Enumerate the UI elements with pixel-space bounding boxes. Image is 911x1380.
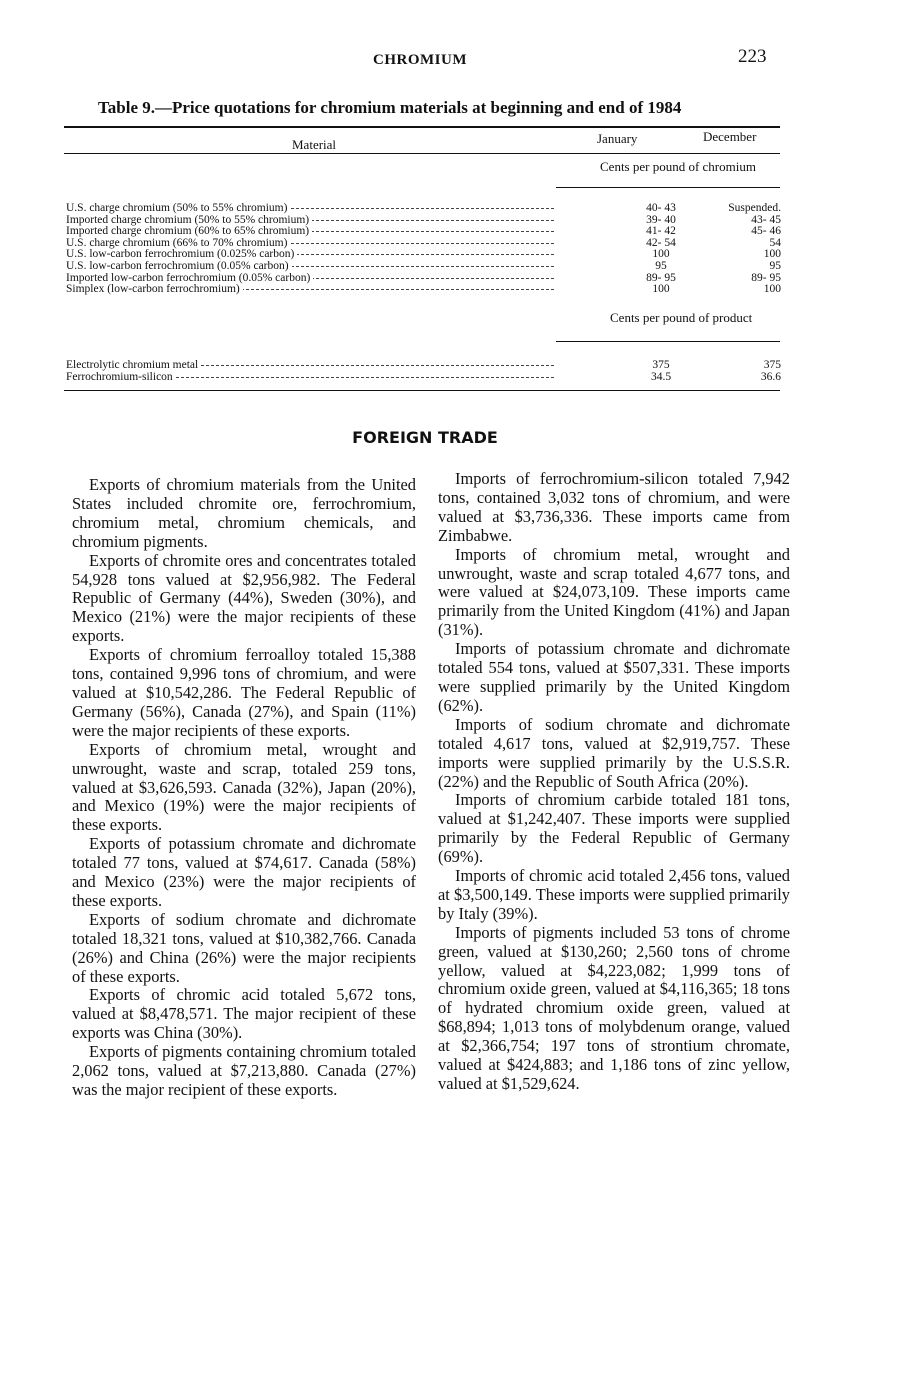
table-cell-material: Imported low-carbon ferrochromium (0.05% carbon) xyxy=(66,273,313,284)
paragraph: Exports of chromite ores and concentrates totaled 54,928 tons valued at $2,956,982. The Federal Republic of Germany (44%), Sweden (30%), and Mexico (21%) were the major recipients of these exports. xyxy=(72,550,416,646)
section-title: FOREIGN TRADE xyxy=(352,428,498,447)
table-cell-december: 95 xyxy=(769,260,781,272)
table-cell-january: 40- 43 xyxy=(646,202,676,214)
table-row xyxy=(66,261,780,272)
paragraph: Exports of chromium ferroalloy totaled 15,388 tons, contained 9,996 tons of chromium, and were valued at $10,542,286. The Federal Republic of Germany (56%), Canada (27%), and Spain (11%) were the major recipients of these exports. xyxy=(72,645,416,740)
right-column xyxy=(438,470,790,1094)
paragraph: Imports of chromium metal, wrought and unwrought, waste and scrap totaled 4,677 tons, and were valued at $24,073,109. These imports came primarily from the United Kingdom (41%) and Japan (31%). xyxy=(438,544,790,640)
column-header-december: December xyxy=(703,129,757,144)
table-title: Table 9.—Price quotations for chromium materials at beginning and end of 1984 xyxy=(98,98,682,117)
table-cell-material: U.S. charge chromium (66% to 70% chromium) xyxy=(66,238,290,249)
table-cell-january: 100 xyxy=(652,248,670,261)
column-header-material: Material xyxy=(292,137,337,152)
unit-label-product: Cents per pound of product xyxy=(610,310,753,325)
table-row xyxy=(66,273,780,284)
table-header-rule xyxy=(64,153,780,154)
paragraph: Exports of chromium metal, wrought and unwrought, waste and scrap, totaled 259 tons, valued at $3,626,593. Canada (32%), Japan (20%), and Mexico (19%) were the major recipients of these exports. xyxy=(72,739,416,835)
unit-label-chromium: Cents per pound of chromium xyxy=(600,159,756,174)
unit-rule xyxy=(556,187,780,188)
table-cell-january: 89- 95 xyxy=(646,271,676,284)
table-row xyxy=(66,249,780,260)
table-row xyxy=(66,238,780,249)
table-cell-january: 100 xyxy=(652,283,670,296)
table-cell-december: 100 xyxy=(763,283,781,296)
table-row xyxy=(66,360,780,371)
chapter-title: CHROMIUM xyxy=(373,52,467,68)
paragraph: Exports of chromic acid totaled 5,672 tons, valued at $8,478,571. The major recipient of these exports was China (30%). xyxy=(72,985,416,1043)
table-cell-december: 375 xyxy=(763,359,781,371)
paragraph: Exports of pigments containing chromium totaled 2,062 tons, valued at $7,213,880. Canada (27%) was the major recipient of these exports. xyxy=(72,1042,416,1099)
paragraph: Exports of sodium chromate and dichromate totaled 18,321 tons, valued at $10,382,766. Canada (26%) and China (26%) were the major recipients of these exports. xyxy=(72,909,416,986)
table-cell-december: 54 xyxy=(769,236,781,249)
table-cell-january: 34.5 xyxy=(650,371,672,383)
paragraph: Imports of chromium carbide totaled 181 tons, valued at $1,242,407. These imports were supplied primarily by the Federal Republic of Germany (69%). xyxy=(438,790,790,867)
table-cell-material: Imported charge chromium (60% to 65% chromium) xyxy=(66,226,312,237)
table-bottom-rule xyxy=(64,390,780,391)
paragraph: Imports of potassium chromate and dichromate totaled 554 tons, valued at $507,331. These imports were supplied primarily by the United Kingdom (62%). xyxy=(438,639,790,715)
paragraph: Imports of chromic acid totaled 2,456 tons, valued at $3,500,149. These imports were supplied primarily by Italy (39%). xyxy=(438,866,790,923)
table-row xyxy=(66,226,780,237)
table-cell-material: U.S. low-carbon ferrochromium (0.025% carbon) xyxy=(66,249,297,260)
table-cell-january: 95 xyxy=(655,260,667,272)
table-cell-january: 39- 40 xyxy=(646,213,676,226)
table-cell-december: Suspended. xyxy=(728,202,781,214)
table-cell-january: 375 xyxy=(652,359,670,371)
page-number: 223 xyxy=(738,46,767,67)
table-cell-january: 41- 42 xyxy=(646,225,676,238)
table-cell-material: U.S. low-carbon ferrochromium (0.05% carbon) xyxy=(66,261,292,272)
column-header-january: January xyxy=(597,131,638,146)
paragraph: Exports of potassium chromate and dichromate totaled 77 tons, valued at $74,617. Canada (58%) and Mexico (23%) were the major recipients of these exports. xyxy=(72,834,416,910)
left-column xyxy=(72,476,416,1100)
table-top-rule xyxy=(64,126,780,128)
paragraph: Exports of chromium materials from the United States included chromite ore, ferrochromium, chromium metal, chromium chemicals, and chromium pigments. xyxy=(72,475,416,551)
table-cell-december: 43- 45 xyxy=(751,213,781,226)
paragraph: Imports of sodium chromate and dichromate totaled 4,617 tons, valued at $2,919,757. These imports were supplied primarily by the U.S.S.R. (22%) and the Republic of South Africa (20%). xyxy=(438,714,790,791)
table-cell-december: 36.6 xyxy=(760,371,781,383)
table-cell-january: 42- 54 xyxy=(646,236,676,249)
table-row xyxy=(66,215,780,226)
table-row xyxy=(66,203,780,214)
table-cell-december: 45- 46 xyxy=(751,225,781,238)
paragraph: Imports of ferrochromium-silicon totaled 7,942 tons, contained 3,032 tons of chromium, and were valued at $3,736,336. These imports came from Zimbabwe. xyxy=(438,469,790,545)
table-row xyxy=(66,372,780,383)
table-cell-material: Ferrochromium-silicon xyxy=(66,372,176,383)
table-cell-material: Simplex (low-carbon ferrochromium) xyxy=(66,284,243,295)
table-cell-december: 100 xyxy=(763,248,781,261)
table-row xyxy=(66,284,780,295)
table-cell-material: U.S. charge chromium (50% to 55% chromium) xyxy=(66,203,290,214)
paragraph: Imports of pigments included 53 tons of chrome green, valued at $130,260; 2,560 tons of chrome yellow, valued at $4,223,082; 1,999 tons of chromium oxide green, valued at $4,116,365; 18 tons of hydrated chromium oxide green, valued at $68,894; 1,013 tons of molybdenum orange, valued at $2,366,754; 197 tons of strontium chromate, valued at $424,883; and 1,186 tons of zinc yellow, valued at $1,529,624. xyxy=(438,922,790,1093)
table-cell-december: 89- 95 xyxy=(751,271,781,284)
table-cell-material: Electrolytic chromium metal xyxy=(66,360,201,371)
table-cell-material: Imported charge chromium (50% to 55% chromium) xyxy=(66,215,312,226)
unit-rule xyxy=(556,341,780,342)
